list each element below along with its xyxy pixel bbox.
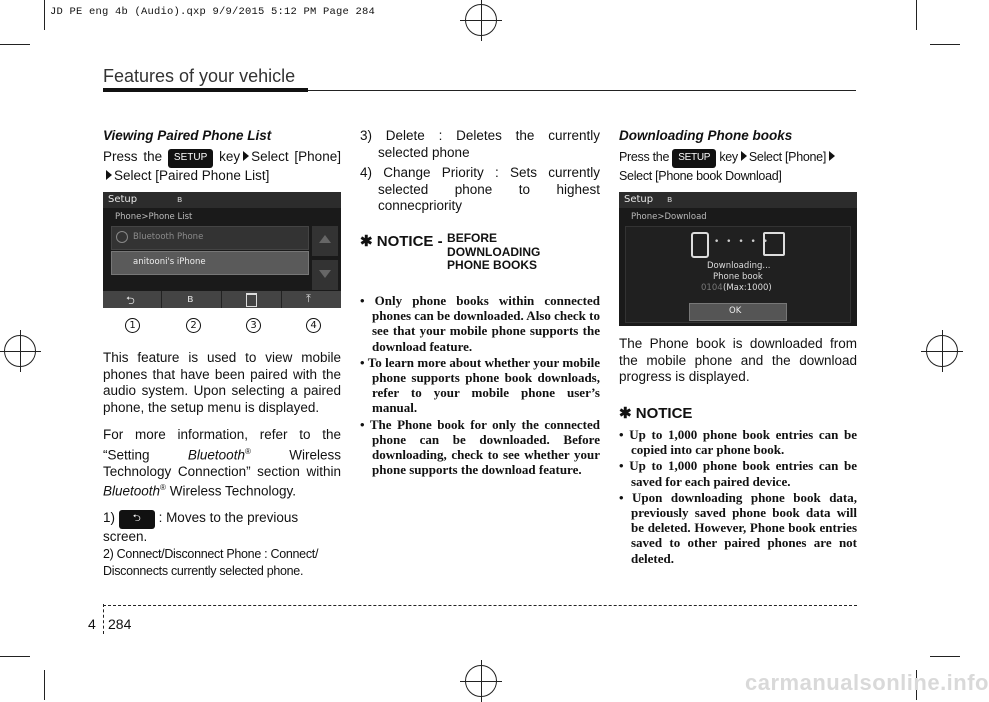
priority-button — [282, 291, 341, 308]
section-title: Features of your vehicle — [103, 66, 296, 86]
phone-list-screenshot — [103, 192, 341, 308]
screen-title: Setup — [108, 194, 138, 205]
text: Select [Phone book Download] — [619, 168, 782, 183]
text: 4) — [360, 165, 373, 180]
setup-key-icon: SETUP — [168, 149, 213, 168]
up-arrow-icon — [319, 235, 331, 243]
ok-label: OK — [729, 306, 742, 316]
screen-breadcrumb: Phone>Download — [631, 212, 707, 222]
text: [Phone] — [294, 149, 341, 164]
text: Select — [251, 149, 289, 164]
text: Only phone books within connected phones can be downloaded. Also check to see that your mobile phone supports the download feature. — [372, 293, 600, 354]
crop-mark — [44, 670, 45, 700]
callout-row — [103, 318, 341, 334]
header-bar — [103, 88, 308, 92]
arrow-icon — [243, 151, 249, 161]
chapter-number: 4 — [88, 616, 96, 632]
print-slug: JD PE eng 4b (Audio).qxp 9/9/2015 5:12 PM Page 284 — [50, 6, 376, 18]
watermark: carmanualsonline.info — [745, 670, 989, 695]
phone-row-1-label: Bluetooth Phone — [133, 232, 204, 242]
text: Press the — [619, 150, 670, 164]
crop-mark — [44, 0, 45, 30]
screen-title: Setup — [624, 194, 654, 205]
setup-key-icon: SETUP — [672, 149, 716, 168]
download-description: The Phone book is downloaded from the mobile phone and the download progress is displayed. — [619, 336, 857, 384]
text: key — [219, 149, 241, 164]
header-rule — [308, 90, 856, 91]
text: Bluetooth — [187, 447, 245, 462]
column-3 — [619, 128, 857, 184]
arrow-icon — [829, 151, 835, 161]
list-item-4 — [360, 165, 600, 215]
text: ® — [244, 446, 251, 456]
phone-icon — [691, 232, 709, 258]
notice-heading: ✱ NOTICE — [619, 405, 693, 422]
list-item-1 — [103, 510, 341, 545]
bluetooth-gear-icon: ʙ — [187, 292, 194, 305]
instruction-paragraph — [103, 149, 341, 184]
callout-4: 4 — [306, 318, 321, 333]
bluetooth-icon: ʙ — [667, 195, 673, 205]
callout-1: 1 — [125, 318, 140, 333]
contacts-icon — [763, 232, 785, 256]
text: Change Priority : Sets currently selected phone to highest connecpriority — [378, 165, 600, 213]
text: 3) — [360, 128, 373, 143]
phone-row-2-label: anitooni's iPhone — [133, 257, 206, 267]
notice-bullet: • Up to 1,000 phone book entries can be copied into car phone book. — [619, 427, 857, 458]
screen-titlebar — [619, 192, 857, 208]
notice-title: BEFORE DOWNLOADING PHONE BOOKS — [447, 231, 541, 272]
notice-bullet: • The Phone book for only the connected phone can be downloaded. Before downloading, check to see whether your phone supports the download feature. — [360, 416, 600, 478]
notice-bullet: • Upon downloading phone book data, previously saved phone book data will be deleted. However, Phone book entries saved to other paired phones are not deleted. — [619, 489, 858, 566]
text: key — [719, 150, 738, 164]
footer-divider — [103, 604, 105, 634]
crop-mark — [916, 0, 917, 30]
description-paragraph: This feature is used to view mobile phones that have been paired with the audio system. Upon selecting a paired phone, the setup menu is displayed. — [103, 350, 341, 415]
download-screenshot — [619, 192, 857, 326]
download-count: 0104 — [701, 283, 723, 293]
text: For more information, refer to the “Setting — [103, 427, 341, 462]
notice-list — [619, 427, 857, 567]
notice-heading — [360, 232, 600, 273]
page-number: 284 — [108, 616, 132, 632]
back-icon: ⮌ — [126, 294, 135, 307]
progress-dots: • • • • • — [714, 237, 770, 247]
text: Bluetooth — [103, 483, 161, 499]
notice-mark: ✱ NOTICE - — [360, 233, 443, 250]
back-key-icon: ⮌ — [119, 510, 155, 529]
notice-list — [360, 293, 600, 478]
download-status: Downloading... — [707, 261, 771, 271]
reference-paragraph — [103, 427, 341, 500]
download-max: (Max:1000) — [723, 283, 772, 293]
callout-3: 3 — [246, 318, 261, 333]
registration-mark — [926, 335, 958, 367]
trash-icon — [246, 293, 257, 307]
text: ® — [160, 483, 166, 492]
list-item-2: 2) Connect/Disconnect Phone : Connect/ Disconnects currently selected phone. — [103, 547, 319, 578]
text: Up to 1,000 phone book entries can be saved for each paired device. — [629, 458, 857, 489]
registration-mark — [465, 665, 497, 697]
notice-bullet: • Only phone books within connected phones can be downloaded. Also check to see that your mobile phone supports the download feature. — [360, 293, 600, 354]
arrow-icon — [106, 170, 112, 180]
down-arrow-icon — [319, 270, 331, 278]
play-icon — [116, 231, 128, 243]
text: Select [Phone] — [748, 150, 826, 164]
crop-mark — [930, 44, 960, 45]
text: Wireless Technology Connection” section within — [103, 447, 341, 479]
instruction-paragraph — [619, 149, 857, 184]
download-target: Phone book — [713, 272, 763, 282]
section-heading: Viewing Paired Phone List — [103, 128, 272, 143]
section-heading: Downloading Phone books — [619, 128, 793, 143]
callout-2: 2 — [186, 318, 201, 333]
column-1 — [103, 128, 341, 184]
screen-breadcrumb: Phone>Phone List — [115, 212, 193, 222]
crop-mark — [0, 44, 30, 45]
notice-bullet: • Up to 1,000 phone book entries can be saved for each paired device. — [619, 458, 857, 489]
arrow-icon — [741, 151, 747, 161]
crop-mark — [0, 656, 30, 657]
text: To learn more about whether your mobile phone supports phone book downloads, refer to your mobile phone user’s manual. — [367, 354, 600, 416]
registration-mark — [465, 4, 497, 36]
notice-bullet: • To learn more about whether your mobile phone supports phone book downloads, refer to your mobile phone user’s manual. — [360, 354, 600, 416]
text: : Moves to the previous screen. — [103, 510, 299, 544]
text: Upon downloading phone book data, previously saved phone book data will be deleted. However, Phone book entries saved to other paired phones are not deleted. — [631, 489, 858, 566]
footer-rule — [103, 605, 857, 606]
text: 1) — [103, 510, 116, 525]
screen-titlebar — [103, 192, 341, 208]
bluetooth-icon: ʙ — [177, 195, 183, 205]
text: Select [Paired Phone List] — [114, 167, 270, 183]
list-item-3 — [360, 128, 600, 215]
text: Delete : Deletes the currently selected phone — [378, 128, 600, 160]
registration-mark — [4, 335, 36, 367]
text: The Phone book for only the connected phone can be downloaded. Before downloading, check to see whether your phone supports the download feature. — [369, 416, 600, 478]
top-priority-icon: ⤒ — [306, 292, 311, 305]
text: Wireless Technology. — [169, 483, 297, 499]
crop-mark — [930, 656, 960, 657]
text: Press the — [103, 149, 163, 164]
text: Up to 1,000 phone book entries can be copied into car phone book. — [629, 427, 857, 458]
